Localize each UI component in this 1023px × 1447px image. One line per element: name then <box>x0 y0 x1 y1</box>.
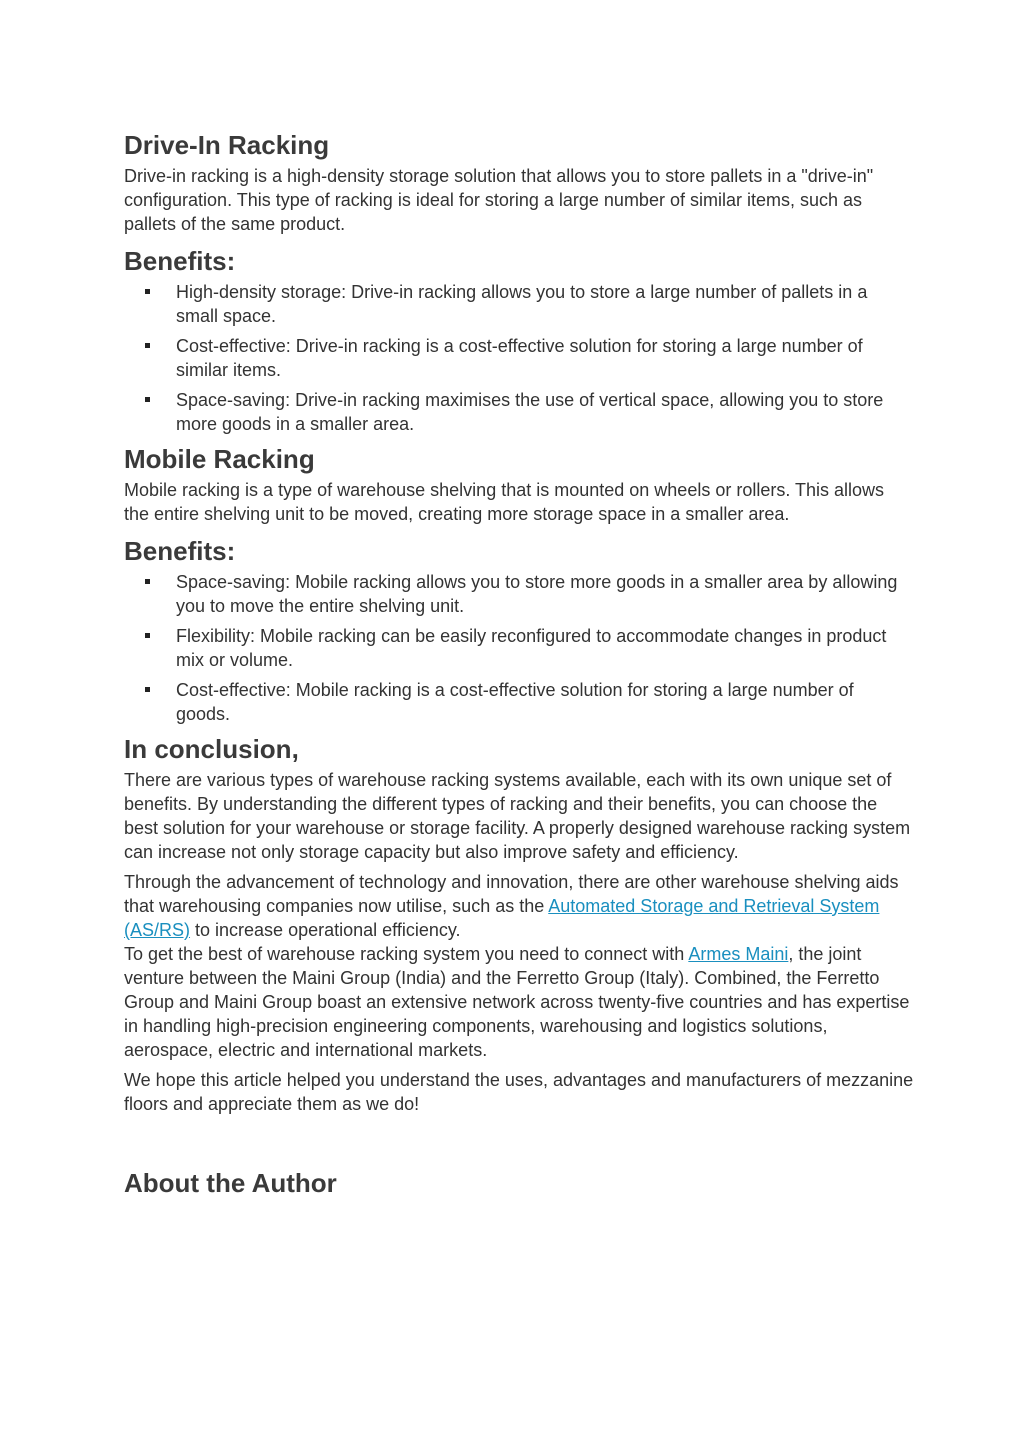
about-author-heading: About the Author <box>124 1168 337 1198</box>
list-item <box>176 334 914 382</box>
drive-in-benefits-heading: Benefits: <box>124 246 236 276</box>
conclusion-paragraph-4: We hope this article helped you understand the uses, advantages and manufacturers of mezzanine floors and appreciate them as we do! <box>124 1070 914 1114</box>
drive-in-benefits-list <box>124 280 914 436</box>
list-item-text: High-density storage: Drive-in racking allows you to store a large number of pallets in a small space. <box>176 282 868 326</box>
paragraph-text: to increase operational efficiency. <box>190 920 461 940</box>
mobile-racking-intro: Mobile racking is a type of warehouse shelving that is mounted on wheels or rollers. This allows the entire shelving unit to be moved, creating more storage space in a smaller area. <box>124 480 885 524</box>
asrs-link[interactable]: Automated Storage and Retrieval System (AS/RS) <box>124 896 880 940</box>
square-bullet-icon <box>145 579 150 584</box>
mobile-benefits-heading: Benefits: <box>124 536 236 566</box>
list-item-text: Space-saving: Drive-in racking maximises the use of vertical space, allowing you to store more goods in a smaller area. <box>176 390 884 434</box>
list-item-text: Space-saving: Mobile racking allows you to store more goods in a smaller area by allowing you to move the entire shelving unit. <box>176 572 898 616</box>
paragraph-text: , the joint venture between the Maini Group (India) and the Ferretto Group (Italy). Combined, the Ferretto Group and Maini Group boast an extensive network across twenty-five countries and has expertise in handling high-precision engineering components, warehousing and logistics solutions, aerospace, electric and international markets. <box>124 944 910 1060</box>
list-item <box>176 570 914 618</box>
conclusion-paragraph-2 <box>124 870 914 942</box>
conclusion-paragraph-1: There are various types of warehouse racking systems available, each with its own unique set of benefits. By understanding the different types of racking and their benefits, you can choose the best solution for your warehouse or storage facility. A properly designed warehouse racking system can increase not only storage capacity but also improve safety and efficiency. <box>124 770 911 862</box>
conclusion-paragraph-3 <box>124 942 914 1062</box>
list-item <box>176 388 914 436</box>
square-bullet-icon <box>145 633 150 638</box>
document-page <box>124 128 914 1200</box>
mobile-racking-heading: Mobile Racking <box>124 444 315 474</box>
list-item-text: Flexibility: Mobile racking can be easily reconfigured to accommodate changes in product mix or volume. <box>176 626 887 670</box>
armes-maini-link[interactable]: Armes Maini <box>688 944 789 964</box>
paragraph-text: To get the best of warehouse racking system you need to connect with <box>124 944 689 964</box>
square-bullet-icon <box>145 289 150 294</box>
square-bullet-icon <box>145 343 150 348</box>
paragraph-text: Through the advancement of technology and innovation, there are other warehouse shelving aids that warehousing companies now utilise, such as the <box>124 872 899 916</box>
list-item-text: Cost-effective: Mobile racking is a cost-effective solution for storing a large number of goods. <box>176 680 854 724</box>
square-bullet-icon <box>145 687 150 692</box>
list-item <box>176 678 914 726</box>
drive-in-racking-intro: Drive-in racking is a high-density storage solution that allows you to store pallets in a "drive-in" configuration. This type of racking is ideal for storing a large number of similar items, such as pallets of the same product. <box>124 166 874 234</box>
list-item <box>176 280 914 328</box>
conclusion-heading: In conclusion, <box>124 734 299 764</box>
drive-in-racking-heading: Drive-In Racking <box>124 130 330 160</box>
mobile-benefits-list <box>124 570 914 726</box>
list-item <box>176 624 914 672</box>
list-item-text: Cost-effective: Drive-in racking is a cost-effective solution for storing a large number of similar items. <box>176 336 863 380</box>
square-bullet-icon <box>145 397 150 402</box>
